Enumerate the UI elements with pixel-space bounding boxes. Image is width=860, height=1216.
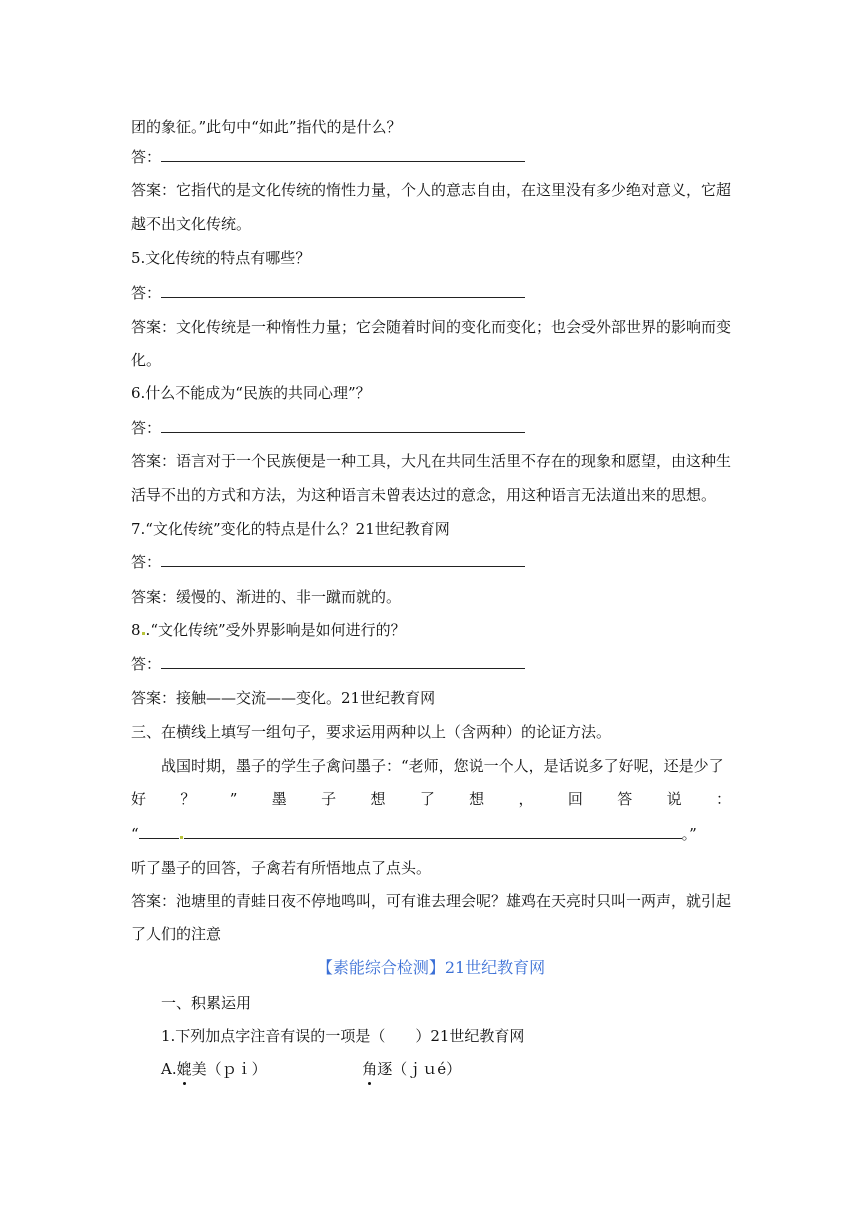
subsection-title: 一、积累运用 — [161, 994, 252, 1012]
text-line: 答案：语言对于一个民族便是一种工具，大凡在共同生活里不存在的现象和愿望，由这种生 — [131, 452, 732, 470]
answer-blank[interactable] — [161, 552, 525, 567]
question-text: .“文化传统”受外界影响是如何进行的？ — [145, 621, 406, 639]
question-5: 5.文化传统的特点有哪些？ — [131, 249, 311, 267]
token: 回 — [567, 790, 583, 808]
open-quote: “ — [131, 825, 139, 843]
token: 好 — [131, 790, 147, 808]
answer-prefix: 答： — [131, 553, 162, 571]
answer-blank-line — [131, 416, 731, 440]
question-8 — [131, 618, 731, 642]
option-a-line — [161, 1057, 761, 1081]
fill-in-line — [131, 822, 731, 846]
text-line: 答案：接触——交流——变化。21世纪教育网 — [131, 689, 436, 707]
token: 想 — [469, 790, 485, 808]
fill-blank[interactable] — [184, 824, 682, 839]
answer-blank[interactable] — [161, 418, 525, 433]
text-line: 听了墨子的回答，子禽若有所悟地点了点头。 — [131, 859, 432, 877]
text-line: 答案：池塘里的青蛙日夜不停地鸣叫，可有谁去理会呢？雄鸡在天亮时只叫一两声，就引起 — [131, 892, 732, 910]
token: 答 — [617, 790, 633, 808]
answer-prefix: 答： — [131, 284, 162, 302]
token: ” — [229, 790, 238, 808]
text-line: 活导不出的方式和方法，为这种语言未曾表达过的意念，用这种语言无法道出来的思想。 — [131, 486, 717, 504]
close-quote: 。” — [681, 825, 697, 843]
text-line: 团的象征。”此句中“如此”指代的是什么？ — [131, 118, 402, 136]
answer-blank[interactable] — [161, 283, 525, 298]
token: ： — [715, 790, 731, 808]
answer-blank-line — [131, 652, 731, 676]
option-text: 逐（ｊｕé） — [377, 1060, 462, 1078]
text-line: 答案：缓慢的、渐进的、非一蹴而就的。 — [131, 588, 402, 606]
option-text: 美（ｐｉ） — [191, 1060, 267, 1078]
paragraph-line: 战国时期，墨子的学生子禽问墨子：“老师，您说一个人，是话说多了好呢，还是少了 — [161, 757, 724, 775]
token: 子 — [321, 790, 337, 808]
question-1: 1.下列加点字注音有误的一项是（ ）21世纪教育网 — [161, 1027, 525, 1045]
edit-mark — [142, 632, 145, 635]
edit-mark — [180, 836, 183, 839]
fill-blank-start[interactable] — [139, 824, 179, 839]
dotted-character: 角 — [362, 1057, 377, 1081]
section-heading: 【素能综合检测】21世纪教育网 — [316, 958, 546, 977]
answer-prefix: 答： — [131, 419, 162, 437]
answer-blank-line — [131, 550, 731, 574]
text-line: 越不出文化传统。 — [131, 215, 252, 233]
answer-prefix: 答： — [131, 148, 162, 166]
token: ？ — [180, 790, 196, 808]
token: 墨 — [271, 790, 287, 808]
text-line: 化。 — [131, 351, 162, 369]
answer-blank-line — [131, 281, 731, 305]
token: 了 — [419, 790, 435, 808]
dotted-character: 媲 — [177, 1057, 192, 1081]
token: ， — [518, 790, 534, 808]
option-label: A. — [161, 1060, 177, 1078]
paragraph-justified-line — [131, 787, 731, 811]
text-line: 了人们的注意 — [131, 925, 222, 943]
answer-blank[interactable] — [161, 147, 525, 162]
text-line: 答案：文化传统是一种惰性力量；它会随着时间的变化而变化；也会受外部世界的影响而变 — [131, 318, 732, 336]
answer-blank-line — [131, 145, 731, 169]
question-number: 8 — [131, 621, 141, 639]
text-line: 答案：它指代的是文化传统的惰性力量，个人的意志自由，在这里没有多少绝对意义，它超 — [131, 181, 732, 199]
question-6: 6.什么不能成为“民族的共同心理”？ — [131, 384, 371, 402]
token: 想 — [370, 790, 386, 808]
token: 说 — [666, 790, 682, 808]
answer-blank[interactable] — [161, 654, 525, 669]
section-three-title: 三、在横线上填写一组句子，要求运用两种以上（含两种）的论证方法。 — [131, 723, 612, 741]
question-7: 7.“文化传统”变化的特点是什么？21世纪教育网 — [131, 520, 450, 538]
answer-prefix: 答： — [131, 655, 162, 673]
